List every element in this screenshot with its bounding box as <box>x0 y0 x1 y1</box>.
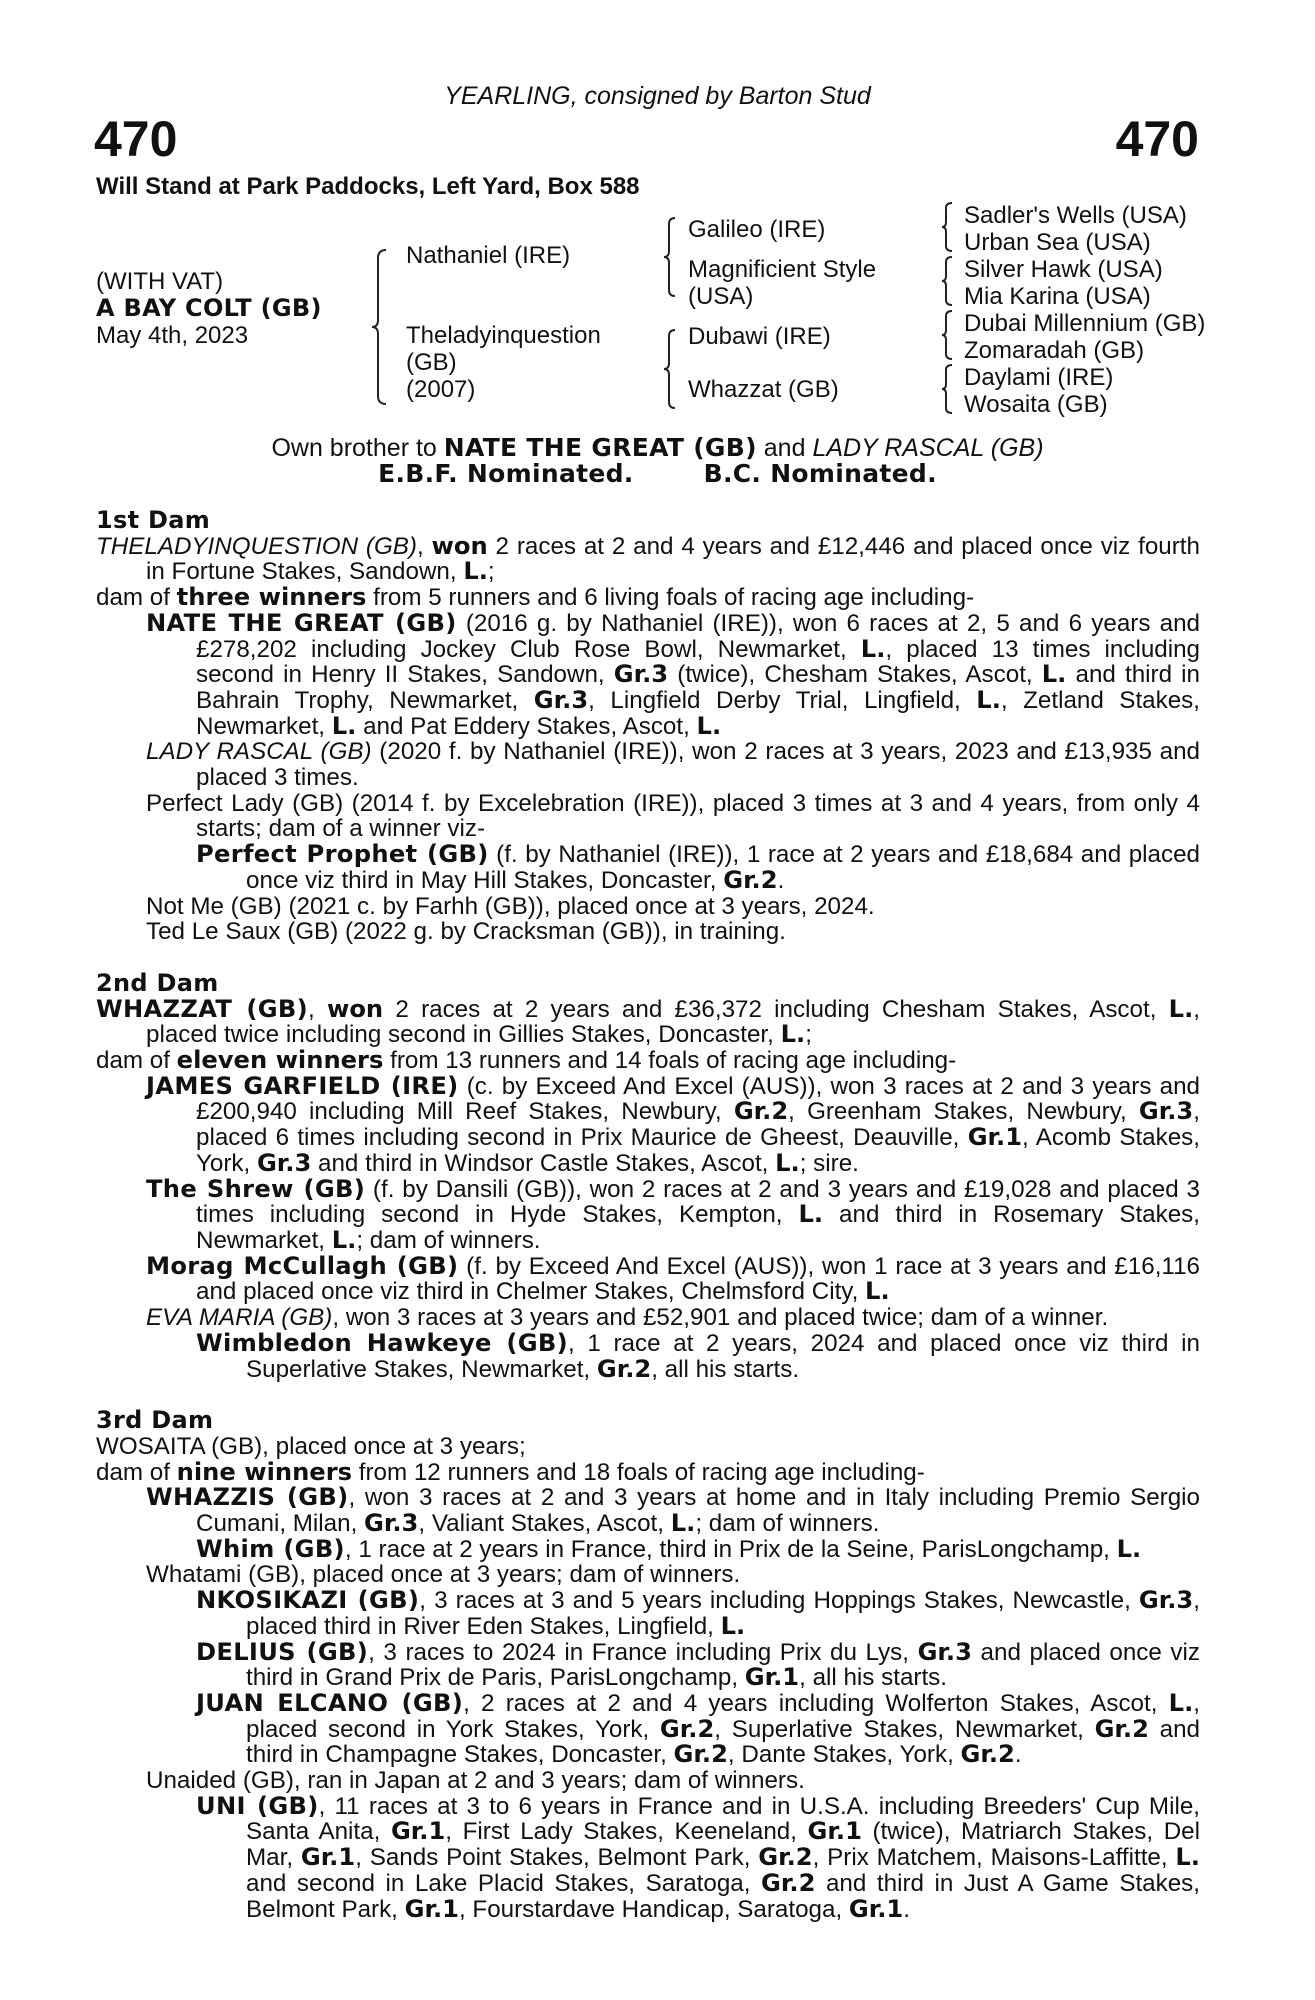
horse-name: JAMES GARFIELD (IRE) <box>146 1071 459 1100</box>
text: ; <box>487 558 495 586</box>
brace-g12 <box>940 201 954 253</box>
text: and second in Lake Placid Stakes, Saratoga, <box>246 1869 762 1897</box>
second-dam-record <box>96 994 1200 1049</box>
grade: L. <box>860 634 886 663</box>
grade: Gr.3 <box>1138 1586 1194 1615</box>
granddam-4: Mia Karina (USA) <box>964 283 1151 310</box>
grade: L. <box>865 1277 890 1306</box>
horse-name: DELIUS (GB) <box>196 1637 369 1666</box>
grade: Gr.1 <box>744 1663 800 1692</box>
text: , 11 races at 3 to 6 years in France and in U.S.A. including Breeders' Cup Mile, Santa Anita, <box>246 1792 1200 1846</box>
text: (c. by Exceed And Excel (AUS)), won 3 races at 2 and 3 years and £200,940 including Mill Reef Stakes, Newbury, <box>196 1072 1201 1126</box>
text: ; sire. <box>799 1149 859 1177</box>
horse-name: A BAY COLT (GB) <box>96 294 322 322</box>
note-text: Own brother to <box>271 434 444 462</box>
pedigree-brace-sire <box>662 216 678 298</box>
dam-name-line2: (GB) <box>406 349 457 376</box>
grade: L. <box>1041 660 1067 689</box>
grade: Gr.2 <box>659 1714 715 1743</box>
text: and third in Just A Game Stakes, Belmont Park, <box>246 1869 1200 1923</box>
text: (f. by Nathaniel (IRE)), 1 race at 2 years and £18,684 and placed once viz third in May Hill Stakes, Doncaster, <box>246 841 1201 894</box>
grade: L. <box>1168 1688 1194 1717</box>
grade: Gr.2 <box>596 1354 652 1383</box>
lot-number-right: 470 <box>1115 111 1199 167</box>
grade: L. <box>780 1020 806 1049</box>
grade: L. <box>720 1611 746 1640</box>
listed-label: L. <box>463 557 488 586</box>
brace-g34 <box>940 255 954 307</box>
text: (twice), Chesham Stakes, Ascot, <box>668 661 1042 689</box>
first-dam-heading: 1st Dam <box>96 506 211 534</box>
third-dam-heading: 3rd Dam <box>96 1406 214 1435</box>
second-dam-produce <box>96 1048 1200 1074</box>
grade: Gr.3 <box>917 1637 972 1666</box>
dam-year: (2007) <box>406 376 476 403</box>
grade: Gr.2 <box>733 1097 789 1126</box>
entry-unaided: Unaided (GB), ran in Japan at 2 and 3 years; dam of winners. <box>146 1767 805 1795</box>
grade: L. <box>775 1148 800 1177</box>
text: dam of <box>96 1047 177 1075</box>
text: , 2 races at 2 and 4 years including Wolferton Stakes, Ascot, <box>463 1689 1169 1717</box>
dam-name-line1: Theladyinquestion <box>406 322 601 349</box>
text: , Fourstardave Handicap, Saratoga, <box>458 1895 849 1923</box>
grade: L. <box>696 711 722 740</box>
text: , Dante Stakes, York, <box>727 1741 961 1769</box>
brace-g56 <box>940 309 954 361</box>
text: , Prix Matchem, Maisons-Laffitte, <box>812 1844 1176 1872</box>
note-text: and <box>756 434 813 462</box>
entry-the-shrew <box>96 1174 1200 1254</box>
foaling-date: May 4th, 2023 <box>96 322 249 349</box>
text: ; dam of winners. <box>356 1226 541 1254</box>
entry-whim <box>96 1534 1200 1563</box>
consignor-line: YEARLING, consigned by Barton Stud <box>444 82 871 110</box>
text: , won 3 races at 3 years and £52,901 and placed twice; dam of a winner. <box>332 1304 1109 1332</box>
horse-name: WHAZZIS (GB) <box>146 1483 349 1512</box>
sire-name: Nathaniel (IRE) <box>406 242 571 269</box>
entry-wimbledon-hawkeye <box>96 1328 1200 1383</box>
text: from 12 runners and 18 foals of racing age including- <box>352 1458 925 1486</box>
text: (2020 f. by Nathaniel (IRE)), won 2 races at 3 years, 2023 and £13,935 and placed 3 times. <box>196 738 1200 792</box>
dam-sections <box>96 508 1200 1922</box>
pedigree-brace-dam <box>662 328 678 410</box>
grade: Gr.1 <box>300 1843 356 1872</box>
horse-name: NKOSIKAZI (GB) <box>196 1586 420 1615</box>
text: . <box>903 1895 910 1923</box>
horse-name: JUAN ELCANO (GB) <box>196 1688 464 1717</box>
second-dam-heading: 2nd Dam <box>96 968 219 997</box>
entry-eva-maria <box>96 1305 1200 1331</box>
granddam-8: Wosaita (GB) <box>964 391 1108 418</box>
granddam-6: Zomaradah (GB) <box>964 337 1145 364</box>
grade: Gr.2 <box>723 865 778 894</box>
grade: Gr.2 <box>673 1740 728 1769</box>
entry-perfect-lady: Perfect Lady (GB) (2014 f. by Excelebration (IRE)), placed 3 times at 3 and 4 years, from only 4 starts; dam of a winner viz- <box>146 789 1200 843</box>
entry-james-garfield <box>96 1071 1201 1177</box>
grandsire-3: Silver Hawk (USA) <box>964 256 1163 283</box>
stand-location: Will Stand at Park Paddocks, Left Yard, Box 588 <box>96 173 640 200</box>
grandsire-1: Sadler's Wells (USA) <box>964 202 1187 229</box>
won-label: won <box>326 994 384 1023</box>
grade: Gr.1 <box>848 1894 904 1923</box>
entry-whatami: Whatami (GB), placed once at 3 years; dam of winners. <box>146 1561 741 1589</box>
text: , 3 races at 3 and 5 years including Hoppings Stakes, Newcastle, <box>419 1587 1139 1615</box>
grade: Gr.2 <box>758 1843 813 1872</box>
lot-number-left: 470 <box>94 111 178 167</box>
text: , all his starts. <box>799 1664 947 1692</box>
grade: L. <box>331 711 357 740</box>
text: from 13 runners and 14 foals of racing age including- <box>383 1047 957 1075</box>
horse-name: UNI (GB) <box>196 1791 319 1820</box>
dam-name: WHAZZAT (GB) <box>96 994 308 1023</box>
horse-name: Wimbledon Hawkeye (GB) <box>196 1328 568 1357</box>
grade: Gr.1 <box>967 1123 1023 1152</box>
sire-sire: Galileo (IRE) <box>688 216 826 243</box>
grade: Gr.2 <box>761 1868 816 1897</box>
text: , 1 race at 2 years in France, third in Prix de la Seine, ParisLongchamp, <box>344 1535 1117 1563</box>
grade: L. <box>1168 994 1194 1023</box>
text: , Zetland Stakes, Newmarket, <box>196 686 1200 740</box>
text: dam of <box>96 1458 177 1486</box>
text: , Superlative Stakes, Newmarket, <box>714 1715 1095 1743</box>
text: (f. by Dansili (GB)), won 2 races at 2 and 3 years and £19,028 and placed 3 times including second in Hyde Stakes, Kempton, <box>196 1175 1200 1229</box>
grade: Gr.1 <box>404 1894 459 1923</box>
horse-name: Whim (GB) <box>196 1534 345 1563</box>
brace-g78 <box>940 363 954 415</box>
text: , won 3 races at 2 and 3 years at home and in Italy including Premio Sergio Cumani, Milan, <box>196 1484 1200 1538</box>
horse-name: Perfect Prophet (GB) <box>196 840 489 869</box>
granddam-2: Urban Sea (USA) <box>964 229 1151 256</box>
grade: L. <box>331 1225 357 1254</box>
text: and third in Bahrain Trophy, Newmarket, <box>196 661 1200 714</box>
text: 2 races at 2 and 4 years and £12,446 and placed once viz fourth in Fortune Stakes, Sandown, <box>146 532 1200 586</box>
text: and Pat Eddery Stakes, Ascot, <box>356 712 697 740</box>
sire-dam-line2: (USA) <box>688 283 754 310</box>
grade: L. <box>1116 1534 1142 1563</box>
sire-dam-line1: Magnificient Style <box>688 256 877 283</box>
grade: Gr.3 <box>364 1509 419 1538</box>
horse-name: The Shrew (GB) <box>146 1174 366 1203</box>
grade: Gr.2 <box>960 1740 1015 1769</box>
horse-name: LADY RASCAL (GB) <box>146 738 372 766</box>
grade: Gr.1 <box>390 1817 446 1846</box>
text: , <box>416 532 432 560</box>
text: (twice), Matriarch Stakes, Del Mar, <box>246 1818 1201 1872</box>
grade: L. <box>1175 1843 1200 1872</box>
vat-label: (WITH VAT) <box>96 268 224 295</box>
entry-whazzis <box>96 1485 1200 1536</box>
text: , Lingfield Derby Trial, Lingfield, <box>588 686 977 714</box>
entry-uni <box>96 1791 1201 1923</box>
text: , 1 race at 2 years, 2024 and placed once viz third in Superlative Stakes, Newmarket, <box>246 1329 1200 1383</box>
grade: Gr.3 <box>613 660 669 689</box>
grade: Gr.2 <box>1094 1714 1149 1743</box>
entry-nate-the-great <box>96 608 1201 740</box>
winners-count: eleven winners <box>176 1046 384 1075</box>
grade: Gr.3 <box>533 685 589 714</box>
text: , all his starts. <box>651 1355 800 1383</box>
text: dam of <box>96 584 177 612</box>
third-dam-produce <box>96 1457 1200 1486</box>
text: and placed once viz third in Grand Prix de Paris, ParisLongchamp, <box>246 1638 1200 1692</box>
entry-lady-rascal <box>96 739 1200 790</box>
first-dam-produce <box>96 585 1200 611</box>
entry-delius <box>96 1637 1200 1692</box>
text: and third in Champagne Stakes, Doncaster, <box>246 1715 1200 1769</box>
entry-morag-mccullagh <box>96 1251 1200 1306</box>
text: , placed 13 times including second in Henry II Stakes, Sandown, <box>196 635 1201 689</box>
text: , placed second in York Stakes, York, <box>246 1689 1201 1743</box>
grade: L. <box>798 1200 824 1229</box>
grandsire-7: Daylami (IRE) <box>964 364 1114 391</box>
text: , placed 6 times including second in Prix Maurice de Gheest, Deauville, <box>196 1098 1200 1152</box>
dam-dam: Whazzat (GB) <box>688 376 839 403</box>
horse-name: Morag McCullagh (GB) <box>146 1251 459 1280</box>
text: , Sands Point Stakes, Belmont Park, <box>355 1844 759 1872</box>
note-horse-bold: NATE THE GREAT (GB) <box>443 433 757 462</box>
horse-name: EVA MARIA (GB) <box>146 1304 333 1332</box>
entry-perfect-prophet <box>96 842 1200 893</box>
text: ; dam of winners. <box>695 1510 880 1538</box>
text: and third in Windsor Castle Stakes, Ascot, <box>311 1149 776 1177</box>
entry-juan-elcano <box>96 1688 1201 1769</box>
entry-ted-le-saux: Ted Le Saux (GB) (2022 g. by Cracksman (GB)), in training. <box>146 918 786 946</box>
won-label: won <box>431 531 488 560</box>
text: from 5 runners and 6 living foals of racing age including- <box>366 584 975 612</box>
text: , <box>308 995 327 1023</box>
text: , Valiant Stakes, Ascot, <box>418 1510 671 1538</box>
grade: L. <box>670 1509 696 1538</box>
grade: Gr.3 <box>256 1148 312 1177</box>
ebf-nominated: E.B.F. Nominated. <box>378 459 634 488</box>
text: , placed third in River Eden Stakes, Lingfield, <box>246 1587 1200 1640</box>
grandsire-5: Dubai Millennium (GB) <box>964 310 1206 337</box>
entry-nkosikazi <box>96 1588 1200 1639</box>
bc-nominated: B.C. Nominated. <box>703 459 937 488</box>
first-dam-record <box>96 531 1200 586</box>
text: . <box>777 866 785 894</box>
entry-not-me: Not Me (GB) (2021 c. by Farhh (GB)), placed once at 3 years, 2024. <box>146 892 875 920</box>
text: , First Lady Stakes, Keeneland, <box>445 1818 808 1846</box>
dam-name: THELADYINQUESTION (GB) <box>96 532 417 560</box>
third-dam-record: WOSAITA (GB), placed once at 3 years; <box>96 1432 526 1460</box>
grade: Gr.1 <box>807 1817 862 1846</box>
text: , Acomb Stakes, York, <box>196 1124 1200 1177</box>
text: 2 races at 2 years and £36,372 including Chesham Stakes, Ascot, <box>383 995 1169 1023</box>
text: (f. by Exceed And Excel (AUS)), won 1 race at 3 years and £16,116 and placed once viz third in Chelmer Stakes, Chelmsford City, <box>196 1252 1200 1306</box>
pedigree-brace-main <box>370 248 390 406</box>
winners-count: three winners <box>176 583 367 612</box>
text: . <box>1014 1741 1022 1769</box>
text: (2016 g. by Nathaniel (IRE)), won 6 races at 2, 5 and 6 years and £278,202 including Jockey Club Rose Bowl, Newmarket, <box>196 609 1201 663</box>
grade: Gr.3 <box>1138 1097 1194 1126</box>
text: and third in Rosemary Stakes, Newmarket, <box>196 1201 1200 1254</box>
note-horse-italic: LADY RASCAL (GB) <box>812 434 1044 462</box>
grade: L. <box>976 685 1001 714</box>
nomination-line <box>0 459 1315 489</box>
text: , placed twice including second in Gillies Stakes, Doncaster, <box>146 995 1200 1049</box>
text: ; <box>805 1021 812 1049</box>
dam-sire: Dubawi (IRE) <box>688 323 831 350</box>
text: , 3 races to 2024 in France including Prix du Lys, <box>368 1638 918 1666</box>
text: , Greenham Stakes, Newbury, <box>788 1098 1139 1126</box>
horse-name: NATE THE GREAT (GB) <box>146 608 457 637</box>
winners-count: nine winners <box>176 1457 353 1486</box>
